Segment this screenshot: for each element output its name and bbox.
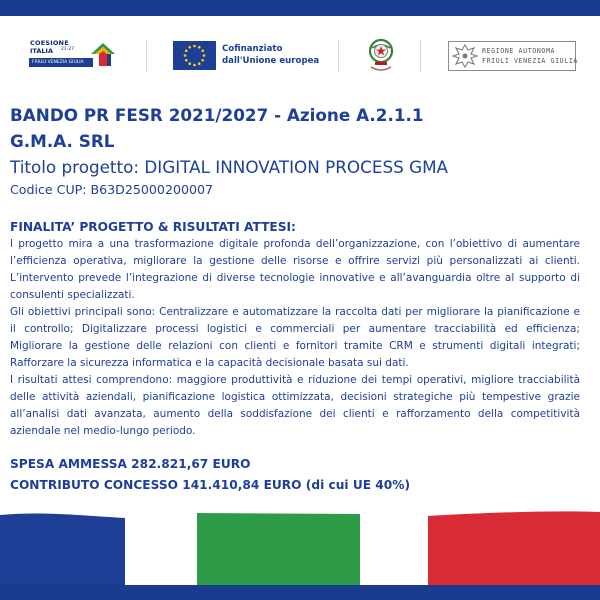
coesione-years: 21-27 xyxy=(61,47,75,52)
paragraph: Gli obiettivi principali sono: Centralizzare e automatizzare la raccolta dati per migliorare la pianificazione e il controllo; Digitalizzare processi logistici e commerciali per aumentare tracciabilità ed efficienza; Migliorare la gestione delle relazioni con clienti e fornitori tramite CRM e strumenti digitali integrati; Rafforzare la sicurezza informatica e la capacità decisionale basata sui dati. xyxy=(10,306,580,369)
logo-divider xyxy=(338,40,339,72)
coesione-region: FRIULI VENEZIA GIULIA xyxy=(29,58,93,67)
logo-divider xyxy=(146,40,147,72)
eu-star xyxy=(201,59,204,62)
coesione-italia-logo xyxy=(27,36,119,76)
coesione-mark-icon xyxy=(89,40,117,68)
eu-star xyxy=(184,54,187,57)
logo-strip xyxy=(0,36,600,76)
spesa-ammessa: SPESA AMMESSA 282.821,67 EURO xyxy=(10,457,251,471)
eu-star xyxy=(198,62,201,65)
eu-text xyxy=(222,43,319,67)
eu-star xyxy=(188,46,191,49)
section-title: FINALITA’ PROGETTO & RISULTATI ATTESI: xyxy=(10,220,296,234)
eu-star xyxy=(185,59,188,62)
bando-title: BANDO PR FESR 2021/2027 - Azione A.2.1.1 xyxy=(10,105,424,125)
eu-line1: Cofinanziato xyxy=(222,44,283,54)
fvg-region-logo xyxy=(448,36,576,76)
project-title: Titolo progetto: DIGITAL INNOVATION PROCESS GMA xyxy=(10,157,449,177)
company-name: G.M.A. SRL xyxy=(10,131,115,151)
eu-star xyxy=(198,46,201,49)
fvg-text xyxy=(482,46,578,66)
italian-republic-emblem-icon xyxy=(364,36,398,76)
eu-star xyxy=(188,62,191,65)
eu-flag-icon xyxy=(173,41,216,70)
coesione-line1: COESIONE xyxy=(30,39,69,47)
bottom-bar xyxy=(0,585,600,600)
eu-star xyxy=(185,49,188,52)
eu-star xyxy=(203,54,206,57)
eu-star xyxy=(201,49,204,52)
top-bar xyxy=(0,0,600,16)
eu-line2: dall'Unione europea xyxy=(222,56,320,66)
eu-cofinanziato-logo xyxy=(170,36,320,76)
paragraph: I risultati attesi comprendono: maggiore produttività e riduzione dei tempi operativi, migliore tracciabilità delle attività aziendali, pianificazione logistica ottimizzata, decisioni strategiche più tempestive grazie all’analisi dati avanzata, aumento della soddisfazione dei clienti e rafforzamento della competitività aziendale nel medio-lungo periodo. xyxy=(10,374,580,437)
fvg-line2: FRIULI VENEZIA GIULIA xyxy=(482,57,578,65)
fvg-eagle-icon xyxy=(452,43,478,69)
eu-star xyxy=(193,64,196,67)
cup-code: Codice CUP: B63D25000200007 xyxy=(10,182,214,197)
document-content xyxy=(10,102,580,496)
coesione-line2: ITALIA xyxy=(30,47,53,55)
contributo-concesso: CONTRIBUTO CONCESSO 141.410,84 EURO (di cui UE 40%) xyxy=(10,478,411,492)
fvg-line1: REGIONE AUTONOMA xyxy=(482,47,556,55)
logo-divider xyxy=(420,40,421,72)
eu-star xyxy=(193,45,196,48)
paragraph: l progetto mira a una trasformazione digitale profonda dell’organizzazione, con l’obiettivo di aumentare l’efficienza operativa, migliorare la gestione delle risorse e offrire servizi più personalizzati ai clienti. L’intervento prevede l’integrazione di diverse tecnologie innovative e all’avanguardia oltre al supporto di consulenti specializzati. xyxy=(10,238,580,301)
